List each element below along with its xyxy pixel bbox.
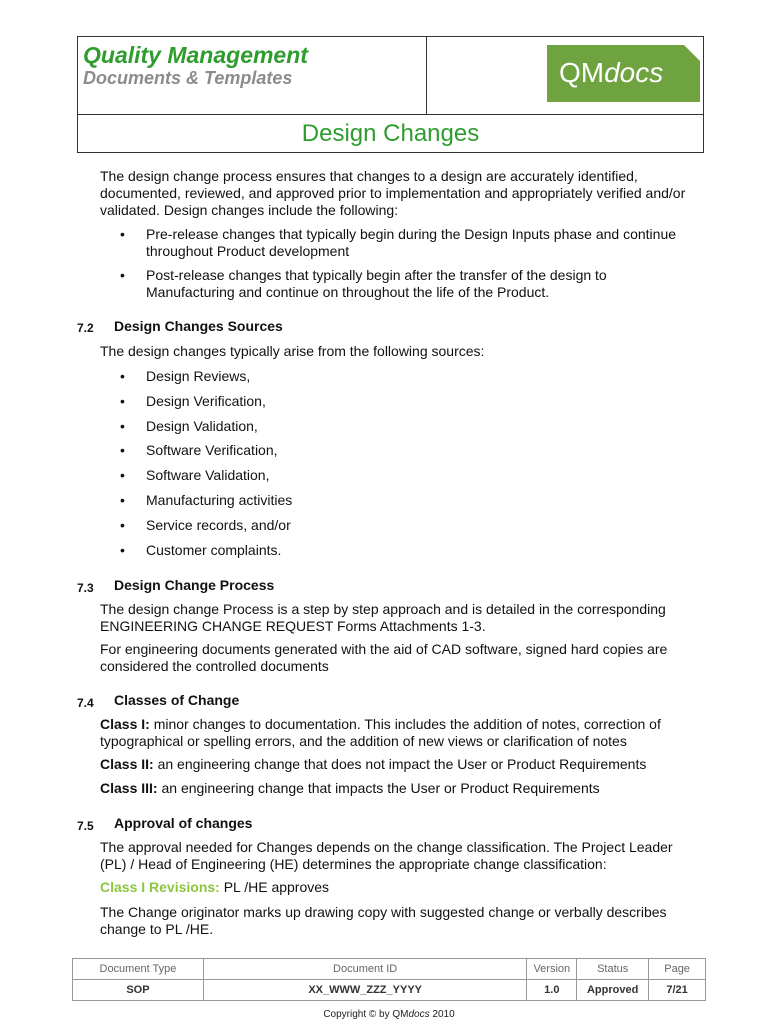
class-definition [100, 780, 690, 797]
section-heading: Classes of Change [114, 692, 240, 708]
revision-text: PL /HE approves [219, 879, 330, 895]
class-label: Class III: [100, 780, 158, 796]
bullet-icon: • [120, 267, 125, 283]
footer-value-cell: SOP [73, 980, 204, 1001]
bullet-icon: • [120, 393, 125, 409]
document-header [77, 36, 704, 153]
brand-subtitle: Documents & Templates [83, 68, 293, 88]
bullet-icon: • [120, 442, 125, 458]
section-number: 7.5 [77, 819, 94, 833]
bullet-icon: • [120, 368, 125, 384]
section-heading: Design Change Process [114, 577, 275, 593]
section-paragraph: The design change Process is a step by step approach and is detailed in the corresponding ENGINEERING CHANGE REQUEST Forms Attachments 1-3. [100, 601, 666, 634]
header-top-row [78, 37, 703, 115]
header-brand-cell [78, 37, 427, 114]
bullet-icon: • [120, 467, 125, 483]
class-text: minor changes to documentation. This includes the addition of notes, correction of typographical or spelling errors, and the addition of new views or clarification of notes [100, 716, 661, 749]
section-number: 7.4 [77, 696, 94, 710]
brand-title: Quality Management [83, 42, 308, 68]
revision-line [100, 879, 690, 896]
class-definition [100, 716, 690, 750]
list-item-text: Software Verification, [146, 442, 278, 458]
footer-header-cell: Page [649, 959, 706, 980]
list-item-text: Customer complaints. [146, 542, 282, 558]
class-label: Class I: [100, 716, 150, 732]
section-paragraph: For engineering documents generated with the aid of CAD software, signed hard copies are considered the controlled documents [100, 641, 668, 674]
copyright-prefix: Copyright © by QM [323, 1009, 409, 1020]
footer-value-cell: 1.0 [527, 980, 577, 1001]
copyright-notice [0, 1009, 768, 1020]
list-item-text: Post-release changes that typically begin after the transfer of the design to Manufacturing and continue on throughout the life of the Product. [146, 267, 607, 300]
list-item-text: Pre-release changes that typically begin during the Design Inputs phase and continue throughout Product development [146, 226, 677, 259]
intro-paragraph: The design change process ensures that changes to a design are accurately identified, documented, reviewed, and approved prior to implementation and appropriately verified and/or validated. Design changes include the following: [100, 168, 686, 218]
copyright-suffix: 2010 [429, 1009, 455, 1020]
bullet-icon: • [120, 492, 125, 508]
section-number: 7.2 [77, 321, 94, 335]
section-paragraph: The design changes typically arise from the following sources: [100, 343, 485, 359]
footer-header-cell: Document Type [73, 959, 204, 980]
document-title: Design Changes [301, 120, 480, 147]
bullet-icon: • [120, 418, 125, 434]
list-item-text: Service records, and/or [146, 517, 291, 533]
bullet-icon: • [120, 226, 125, 242]
logo-corner-fold [684, 45, 700, 61]
qmdocs-logo [547, 45, 700, 102]
list-item-text: Design Validation, [146, 418, 258, 434]
section-heading: Approval of changes [114, 815, 253, 831]
logo-text [559, 57, 663, 89]
class-text: an engineering change that impacts the User or Product Requirements [157, 780, 600, 796]
footer-header-cell: Document ID [203, 959, 527, 980]
section-heading: Design Changes Sources [114, 318, 283, 334]
logo-qm: QM [559, 57, 605, 88]
footer-value-cell: 7/21 [649, 980, 706, 1001]
footer-header-cell: Status [577, 959, 649, 980]
footer-header-row [73, 959, 706, 980]
class-definition [100, 756, 690, 773]
list-item-text: Design Reviews, [146, 368, 251, 384]
footer-value-row [73, 980, 706, 1001]
footer-value-cell: Approved [577, 980, 649, 1001]
section-paragraph: The Change originator marks up drawing copy with suggested change or verbally describes change to PL /HE. [100, 904, 667, 937]
logo-docs: docs [604, 57, 664, 88]
section-paragraph: The approval needed for Changes depends on the change classification. The Project Leader (PL) / Head of Engineering (HE) determines the appropriate change classification: [100, 839, 673, 872]
list-item-text: Software Validation, [146, 467, 270, 483]
footer-header-cell: Version [527, 959, 577, 980]
list-item-text: Design Verification, [146, 393, 266, 409]
footer-value-cell: XX_WWW_ZZZ_YYYY [203, 980, 527, 1001]
bullet-icon: • [120, 517, 125, 533]
class-label: Class II: [100, 756, 154, 772]
class-text: an engineering change that does not impact the User or Product Requirements [153, 756, 647, 772]
copyright-docs: docs [408, 1009, 430, 1020]
revision-label: Class I Revisions: [100, 879, 220, 895]
bullet-icon: • [120, 542, 125, 558]
list-item-text: Manufacturing activities [146, 492, 293, 508]
document-footer-table [72, 958, 706, 1001]
section-number: 7.3 [77, 581, 94, 595]
